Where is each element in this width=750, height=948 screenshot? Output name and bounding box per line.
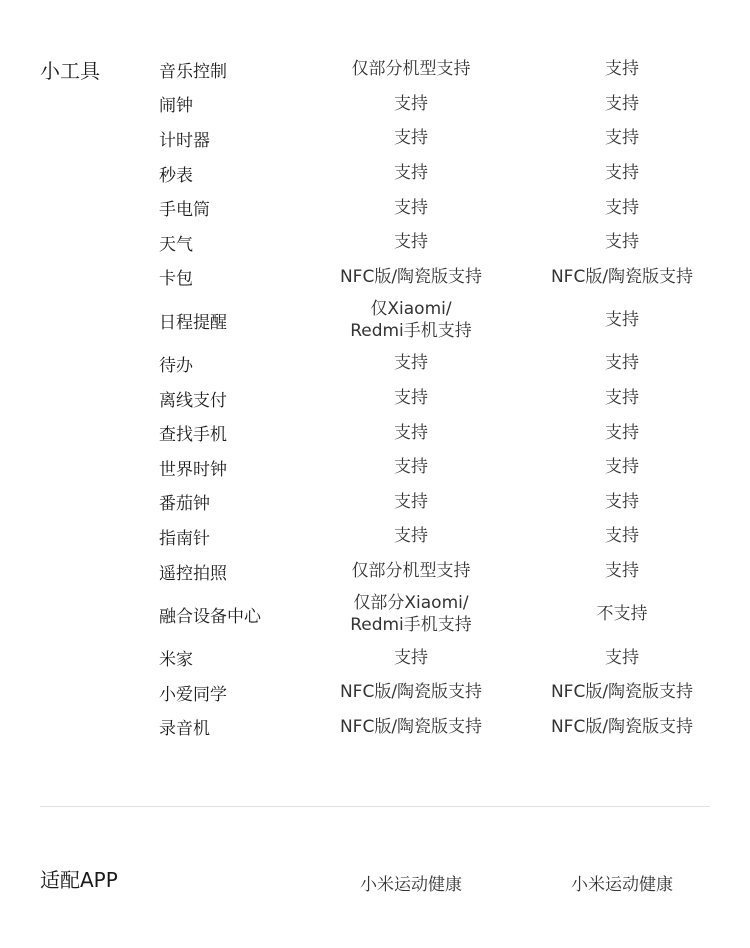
support-col-b: 支持 bbox=[605, 526, 639, 547]
table-row bbox=[0, 260, 750, 295]
support-col-a: 支持 bbox=[394, 526, 428, 547]
table-row bbox=[0, 554, 750, 589]
support-col-a: NFC版/陶瓷版支持 bbox=[339, 682, 483, 703]
support-col-b: 支持 bbox=[605, 59, 639, 80]
support-col-a: 支持 bbox=[394, 163, 428, 184]
table-row bbox=[0, 87, 750, 122]
feature-name: 录音机 bbox=[159, 719, 210, 740]
table-row bbox=[0, 294, 750, 346]
table-row bbox=[0, 485, 750, 520]
table-row bbox=[0, 156, 750, 191]
feature-name: 离线支付 bbox=[159, 390, 227, 411]
feature-name: 日程提醒 bbox=[159, 312, 227, 333]
support-col-a: 支持 bbox=[394, 128, 428, 149]
table-row bbox=[0, 225, 750, 260]
support-col-a: 支持 bbox=[394, 93, 428, 114]
support-col-b: 支持 bbox=[605, 163, 639, 184]
table-row bbox=[0, 415, 750, 450]
feature-name: 世界时钟 bbox=[159, 459, 227, 480]
support-col-a-line1: 仅Xiaomi/ bbox=[370, 299, 452, 320]
support-col-a: 支持 bbox=[394, 353, 428, 374]
support-col-a-line2: Redmi手机支持 bbox=[350, 615, 472, 636]
support-col-a: NFC版/陶瓷版支持 bbox=[339, 266, 483, 287]
app-col-b: 小米运动健康 bbox=[571, 875, 673, 895]
support-col-a: 支持 bbox=[394, 491, 428, 512]
table-row bbox=[0, 121, 750, 156]
table-row bbox=[0, 190, 750, 225]
support-col-a bbox=[306, 298, 516, 342]
support-col-a bbox=[306, 592, 516, 636]
support-col-b: 不支持 bbox=[596, 604, 648, 625]
support-col-b: 支持 bbox=[605, 128, 639, 149]
support-col-b: 支持 bbox=[605, 647, 639, 668]
table-row bbox=[0, 640, 750, 675]
support-col-b: NFC版/陶瓷版支持 bbox=[550, 716, 694, 737]
tools-section-title: 小工具 bbox=[40, 59, 100, 83]
feature-name: 指南针 bbox=[159, 528, 210, 549]
feature-name: 小爱同学 bbox=[159, 684, 227, 705]
support-col-b: 支持 bbox=[605, 491, 639, 512]
table-row bbox=[0, 588, 750, 640]
support-col-a: 支持 bbox=[394, 457, 428, 478]
support-col-a: 仅部分机型支持 bbox=[351, 59, 471, 80]
table-row bbox=[0, 450, 750, 485]
support-col-a: 仅部分机型支持 bbox=[351, 560, 471, 581]
feature-name: 计时器 bbox=[159, 130, 210, 151]
support-col-b: 支持 bbox=[605, 93, 639, 114]
support-col-b: 支持 bbox=[605, 388, 639, 408]
support-col-a: 支持 bbox=[394, 197, 428, 218]
feature-name: 音乐控制 bbox=[159, 61, 227, 82]
table-row bbox=[0, 346, 750, 381]
support-col-a: NFC版/陶瓷版支持 bbox=[339, 716, 483, 737]
support-col-b: NFC版/陶瓷版支持 bbox=[550, 682, 694, 703]
support-col-b: 支持 bbox=[605, 232, 639, 253]
support-col-a: 支持 bbox=[394, 232, 428, 253]
feature-name: 融合设备中心 bbox=[159, 606, 261, 627]
feature-name: 待办 bbox=[159, 355, 193, 376]
table-row bbox=[0, 519, 750, 554]
support-col-b: NFC版/陶瓷版支持 bbox=[550, 266, 694, 287]
feature-name: 番茄钟 bbox=[159, 494, 210, 515]
support-col-b: 支持 bbox=[605, 353, 639, 374]
feature-name: 天气 bbox=[159, 234, 193, 255]
support-col-b: 支持 bbox=[605, 197, 639, 218]
feature-name: 卡包 bbox=[159, 269, 193, 290]
support-col-a-line2: Redmi手机支持 bbox=[350, 321, 472, 342]
support-col-a-line1: 仅部分Xiaomi/ bbox=[353, 593, 469, 614]
support-col-a: 支持 bbox=[394, 422, 428, 443]
feature-name: 秒表 bbox=[159, 165, 193, 186]
section-divider bbox=[40, 806, 710, 807]
table-row bbox=[0, 52, 750, 87]
support-col-a: 支持 bbox=[394, 647, 428, 668]
feature-name: 手电筒 bbox=[159, 200, 210, 221]
app-col-a: 小米运动健康 bbox=[360, 875, 462, 895]
table-row bbox=[0, 675, 750, 710]
feature-name: 查找手机 bbox=[159, 425, 227, 446]
table-row bbox=[0, 381, 750, 416]
support-col-b: 支持 bbox=[605, 422, 639, 443]
feature-name: 闹钟 bbox=[159, 96, 193, 117]
support-col-b: 支持 bbox=[605, 310, 639, 331]
feature-name: 遥控拍照 bbox=[159, 563, 227, 584]
support-col-a: 支持 bbox=[394, 388, 428, 408]
table-row bbox=[0, 710, 750, 745]
app-section-title: 适配APP bbox=[40, 868, 118, 892]
tools-table bbox=[0, 52, 750, 744]
support-col-b: 支持 bbox=[605, 457, 639, 478]
feature-name: 米家 bbox=[159, 650, 193, 671]
support-col-b: 支持 bbox=[605, 560, 639, 581]
